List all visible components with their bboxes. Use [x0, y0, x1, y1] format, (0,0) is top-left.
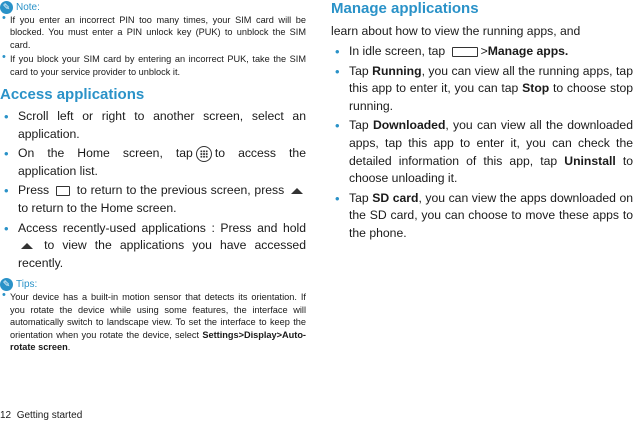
access-item-text: to return to the Home screen.	[18, 201, 177, 215]
access-item	[0, 182, 306, 217]
access-item-text: Access recently-used applications : Press and hold	[18, 220, 306, 235]
access-applications-heading: Access applications	[0, 86, 145, 104]
page-footer	[0, 410, 82, 421]
access-list	[0, 108, 306, 272]
manage-item-text: In idle screen, tap	[349, 44, 446, 58]
tip-text: Your device has a built-in motion sensor that detects its orientation. If you rotate the device while using some features, the interface will automatically switch to landscape view. To set the interface to keep the orientation when you rotate the device, select	[10, 292, 306, 340]
tip-icon: ✎	[0, 278, 13, 291]
footer-section: Getting started	[16, 410, 83, 421]
note-icon: ✎	[0, 1, 13, 14]
back-key-icon	[56, 186, 70, 196]
manage-item-text: Tap	[349, 190, 369, 205]
access-item-text: to view the applications you have accessed recently.	[18, 238, 306, 270]
manage-item-text: , you can view all the running apps, tap this app to enter it, you can tap	[349, 63, 633, 96]
home-key-icon	[291, 188, 303, 194]
tips-header	[0, 277, 306, 291]
manage-item-text: >	[480, 44, 488, 58]
manage-item	[331, 190, 633, 243]
manage-item-text: Tap	[349, 118, 369, 133]
tip-settings-path: Settings>Display>Auto-rotate screen	[10, 329, 306, 352]
manage-item-text: to choose stop running.	[349, 81, 634, 113]
right-column	[331, 0, 633, 245]
manage-lead: learn about how to view the running apps, and	[331, 24, 581, 38]
note-list	[0, 14, 306, 78]
tip-item	[0, 291, 306, 353]
note-header	[0, 0, 306, 14]
left-column	[0, 0, 306, 355]
access-item	[0, 145, 306, 180]
note-label: Note:	[16, 1, 40, 13]
manage-item	[331, 117, 633, 187]
note-item: • If you block your SIM card by entering an incorrect PUK, take the SIM card to your service provider to unblock it.	[0, 53, 306, 78]
manage-applications-heading: Manage applications	[331, 0, 479, 17]
access-item	[0, 220, 306, 273]
access-item-text: to return to the previous screen, press	[76, 183, 285, 198]
manage-item	[331, 43, 633, 61]
stop-label: Stop	[522, 81, 550, 96]
note-item: • If you enter an incorrect PIN too many times, your SIM card will be blocked. You must enter a PIN unlock key (PUK) to unblock the SIM card.	[0, 14, 306, 51]
tip-text-end: .	[67, 342, 71, 352]
manage-apps-label: Manage apps.	[487, 44, 569, 58]
running-label: Running	[372, 63, 422, 78]
uninstall-label: Uninstall	[564, 153, 616, 168]
manage-item-text: , you can view all the downloaded apps, tap this app to enter it, you can check the detailed information of this app, tap	[349, 118, 633, 168]
app-grid-icon	[196, 146, 212, 162]
access-item	[0, 108, 306, 143]
manage-item-text: , you can view the apps downloaded on the SD card, you can choose to move these apps to the phone.	[349, 190, 634, 240]
downloaded-label: Downloaded	[372, 118, 446, 133]
home-key-icon	[21, 243, 33, 249]
manage-list	[331, 43, 633, 243]
page-number: 12	[0, 410, 12, 421]
access-item-text: On the Home screen, tap	[18, 146, 193, 161]
access-item-text: Press	[18, 183, 50, 198]
tips-list	[0, 291, 306, 353]
manage-item-text: Tap	[349, 63, 369, 78]
tips-label: Tips:	[16, 278, 38, 290]
menu-key-icon	[452, 47, 478, 57]
manage-item	[331, 63, 633, 116]
manage-item-text: to choose unloading it.	[349, 153, 634, 186]
sd-card-label: SD card	[372, 190, 419, 205]
access-item-text: Scroll left or right to another screen, select an application.	[18, 109, 306, 141]
access-item-text: to access the application list.	[18, 146, 306, 178]
